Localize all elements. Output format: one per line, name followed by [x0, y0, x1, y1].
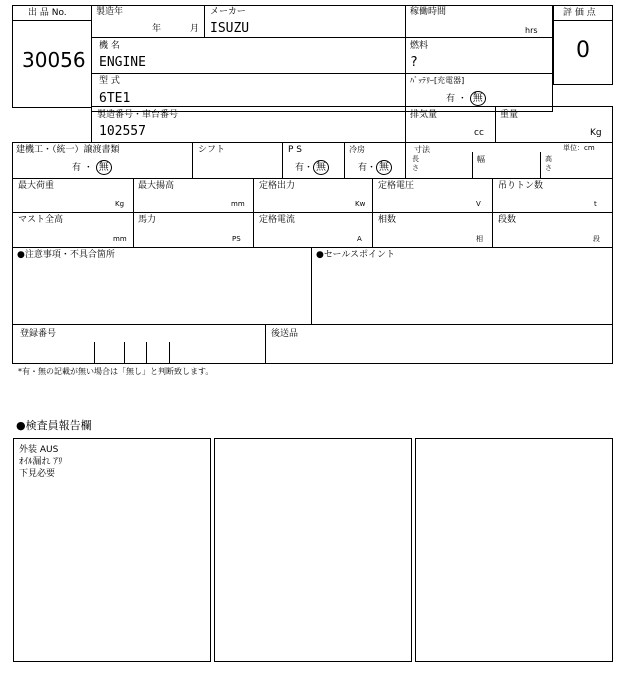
hoist-tonnage-label: 吊りトン数 — [498, 181, 544, 191]
year-unit: 年 — [152, 24, 162, 34]
fuel-label: 燃料 — [410, 41, 429, 51]
registration-row — [12, 324, 613, 364]
type-value: 6TE1 — [99, 91, 131, 106]
battery-yes: 有 — [446, 94, 456, 104]
rated-output-unit: Kw — [355, 200, 366, 208]
battery-label: ﾊﾞｯﾃﾘｰ[充電器] — [410, 76, 465, 85]
cooler-label: 冷房 — [349, 145, 365, 154]
inspector-report-title: ●検査員報告欄 — [16, 419, 92, 432]
ps-label: P S — [288, 145, 303, 155]
cooler-yes: 有 — [358, 163, 368, 173]
caution-label: ●注意事項・不具合箇所 — [17, 250, 115, 260]
horsepower-unit: PS — [232, 235, 241, 243]
size-label: 寸法 — [414, 145, 430, 154]
battery-separator: ・ — [457, 94, 467, 104]
rated-current-label: 定格電流 — [259, 215, 296, 225]
max-lift-unit: mm — [231, 200, 245, 208]
battery-options — [446, 91, 486, 106]
year-label: 製造年 — [96, 7, 124, 17]
inspector-box-3 — [415, 438, 613, 662]
max-load-label: 最大荷重 — [18, 181, 55, 191]
displacement-label: 排気量 — [410, 110, 438, 120]
transfer-no-circled: 無 — [96, 160, 112, 175]
inspector-box-2 — [214, 438, 412, 662]
serial-label: 製造番号・車台番号 — [97, 110, 179, 120]
stages-label: 段数 — [498, 215, 517, 225]
maker-value: ISUZU — [210, 21, 250, 36]
mast-height-label: マスト全高 — [18, 215, 64, 225]
lot-number: 30056 — [22, 48, 86, 72]
lot-number-label: 出 品 No. — [28, 8, 67, 18]
maker-label: メーカー — [210, 7, 246, 17]
inspector-note-line-2: ｵｲﾙ漏れ ｱﾘ — [19, 457, 63, 467]
rated-output-label: 定格出力 — [259, 181, 296, 191]
model-name-label: 機 名 — [99, 41, 120, 51]
rated-current-unit: A — [357, 235, 362, 243]
inspector-note-line-3: 下見必要 — [19, 469, 56, 479]
displacement-unit: cc — [474, 128, 484, 138]
size-unit-label: 単位：cm — [563, 144, 595, 152]
ps-yes: 有 — [295, 163, 305, 173]
shift-label: シフト — [198, 145, 226, 155]
serial-value: 102557 — [99, 124, 146, 139]
sales-point-label: ●セールスポイント — [316, 250, 396, 260]
footnote: *有・無の記載が無い場合は「無し」と判断致します。 — [18, 367, 214, 376]
ps-options — [295, 160, 329, 175]
transfer-docs-options — [72, 160, 112, 175]
transfer-separator: ・ — [83, 163, 93, 173]
stages-unit: 段 — [593, 235, 600, 243]
height-label: 高 さ — [545, 155, 552, 172]
registration-number-label: 登録番号 — [20, 329, 57, 339]
model-name-value: ENGINE — [99, 55, 146, 70]
hours-label: 稼働時間 — [410, 7, 447, 17]
width-label: 幅 — [477, 155, 485, 164]
hours-unit: hrs — [525, 26, 538, 35]
inspector-note-line-1: 外装 AUS — [19, 445, 59, 455]
month-unit: 月 — [190, 24, 200, 34]
transfer-yes: 有 — [72, 163, 82, 173]
cooler-no-circled: 無 — [376, 160, 392, 175]
length-label: 長 さ — [412, 155, 419, 172]
ps-separator: ・ — [304, 163, 314, 173]
transfer-docs-label: 建機工・（統一）譲渡書類 — [16, 145, 120, 155]
weight-label: 重量 — [500, 110, 519, 120]
mast-height-unit: mm — [113, 235, 127, 243]
phase-unit: 相 — [476, 235, 483, 243]
ps-no-circled: 無 — [313, 160, 329, 175]
cooler-separator: ・ — [367, 163, 377, 173]
rated-voltage-unit: V — [476, 200, 481, 208]
max-load-unit: Kg — [115, 200, 125, 208]
phase-label: 相数 — [378, 215, 397, 225]
score-label: 評 価 点 — [563, 8, 596, 18]
type-label: 型 式 — [99, 76, 120, 86]
score-value: 0 — [576, 38, 590, 63]
weight-unit: Kg — [590, 128, 602, 138]
horsepower-label: 馬力 — [138, 215, 157, 225]
cooler-options — [358, 160, 392, 175]
battery-no-circled: 無 — [470, 91, 486, 106]
hoist-tonnage-unit: t — [594, 200, 597, 208]
rated-voltage-label: 定格電圧 — [378, 181, 415, 191]
max-lift-label: 最大揚高 — [138, 181, 175, 191]
fuel-value: ? — [410, 55, 418, 70]
after-shipment-label: 後送品 — [271, 329, 299, 339]
